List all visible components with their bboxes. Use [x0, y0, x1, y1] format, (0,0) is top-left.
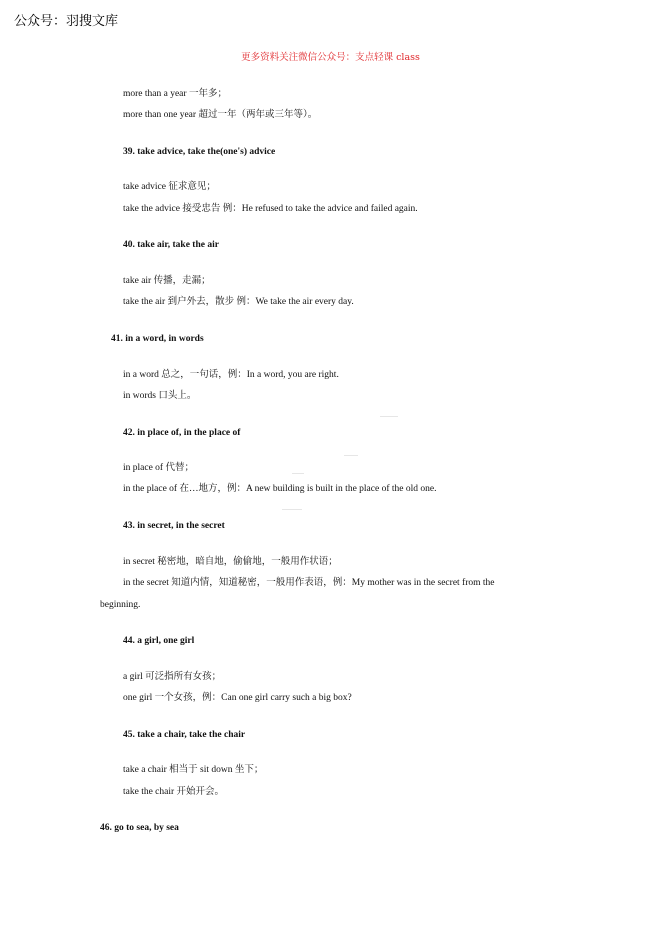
faint-mark: [292, 473, 304, 474]
entry-line: in secret 秘密地，暗自地，偷偷地，一般用作状语；: [123, 557, 338, 567]
section-heading-39: 39. take advice, take the(one's) advice: [123, 147, 276, 157]
section-heading-43: 43. in secret, in the secret: [123, 521, 225, 531]
promo-banner: 更多资料关注微信公众号：支点轻课 class: [241, 52, 420, 63]
entry-line: in the place of 在…地方，例：A new building is built in the place of the old one.: [123, 484, 437, 494]
entry-line: in the secret 知道内情，知道秘密，一般用作表语，例：My mother was in the secret from the: [123, 578, 495, 588]
entry-line: take advice 征求意见；: [123, 182, 216, 192]
entry-line: a girl 可泛指所有女孩；: [123, 672, 222, 682]
faint-mark: [344, 455, 358, 456]
corner-watermark-tag: 公众号：羽搜文库: [14, 14, 119, 29]
entry-line: take the advice 接受忠告 例：He refused to take the advice and failed again.: [123, 204, 418, 214]
entry-line: more than a year 一年多；: [123, 89, 227, 99]
entry-line: beginning.: [100, 600, 141, 610]
entry-line: more than one year 超过一年（两年或三年等）。: [123, 110, 318, 120]
entry-line: take a chair 相当于 sit down 坐下；: [123, 765, 264, 775]
faint-mark: [282, 509, 302, 510]
section-heading-45: 45. take a chair, take the chair: [123, 730, 246, 740]
entry-line: one girl 一个女孩，例：Can one girl carry such a big box?: [123, 693, 352, 703]
entry-line: take air 传播，走漏；: [123, 276, 211, 286]
entry-line: take the air 到户外去，散步 例：We take the air every day.: [123, 297, 354, 307]
section-heading-42: 42. in place of, in the place of: [123, 428, 241, 438]
entry-line: in words 口头上。: [123, 391, 197, 401]
section-heading-41: 41. in a word, in words: [111, 334, 204, 344]
section-heading-40: 40. take air, take the air: [123, 240, 219, 250]
entry-line: in a word 总之，一句话，例：In a word, you are right.: [123, 370, 339, 380]
entry-line: in place of 代替；: [123, 463, 194, 473]
entry-line: take the chair 开始开会。: [123, 787, 225, 797]
faint-mark: [380, 416, 398, 417]
section-heading-44: 44. a girl, one girl: [123, 636, 195, 646]
section-heading-46: 46. go to sea, by sea: [100, 823, 179, 833]
